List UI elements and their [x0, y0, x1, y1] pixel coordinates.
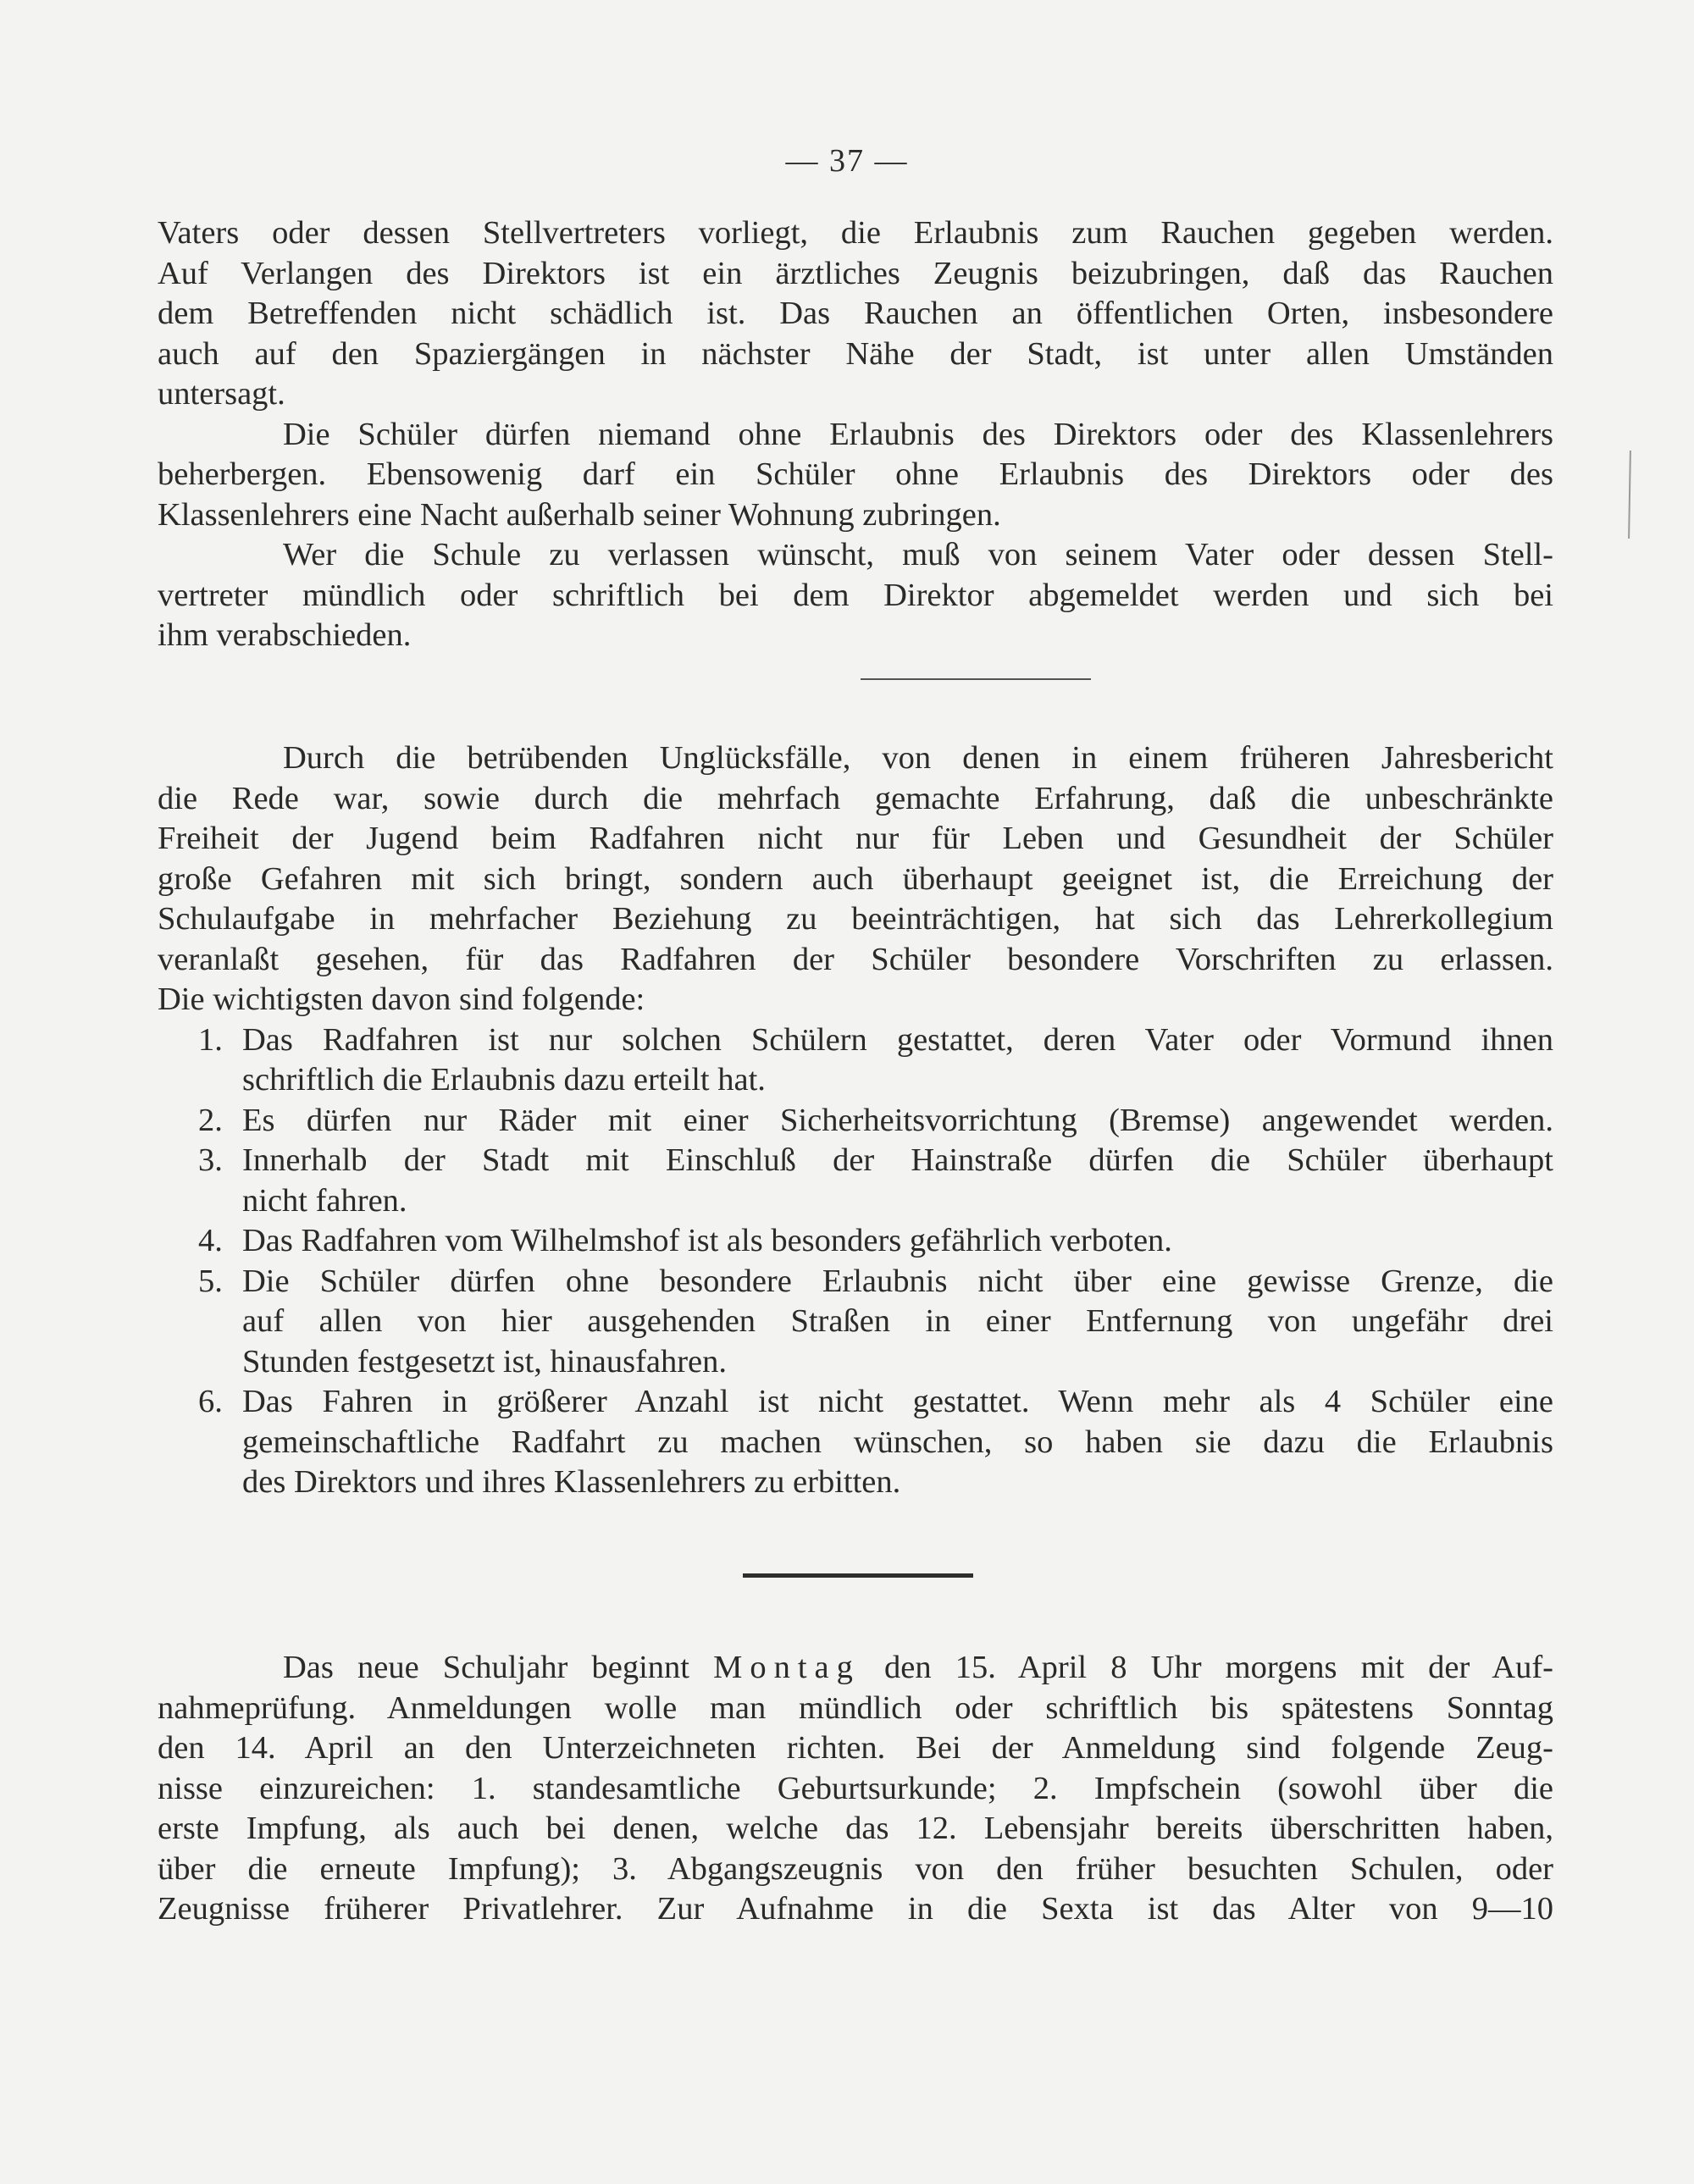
text-line: Zeugnisse früherer Privatlehrer. Zur Aufnahme in die Sexta ist das Alter von 9—10	[158, 1891, 1553, 1927]
rule-number: 3.	[198, 1142, 223, 1178]
text-line: Stunden festgesetzt ist, hinausfahren.	[242, 1343, 728, 1380]
margin-mark	[1628, 451, 1631, 539]
text-line: gemeinschaftliche Radfahrt zu machen wünschen, so haben sie dazu die Erlaubnis	[242, 1424, 1553, 1460]
text-line: Die wichtigsten davon sind folgende:	[158, 981, 645, 1017]
text-line: Die Schüler dürfen ohne besondere Erlaubnis nicht über eine gewisse Grenze, die	[242, 1263, 1553, 1299]
text-line: erste Impfung, als auch bei denen, welche das 12. Lebensjahr bereits überschritten haben,	[158, 1811, 1553, 1846]
text-line: des Direktors und ihres Klassenlehrers zu erbitten.	[242, 1464, 901, 1500]
paragraph-leaving-school	[158, 535, 1553, 656]
text-line: Die Schüler dürfen niemand ohne Erlaubnis des Direktors oder des Klassenlehrers	[283, 416, 1553, 452]
text-line: auch auf den Spaziergängen in nächster Nähe der Stadt, ist unter allen Umständen	[158, 335, 1553, 372]
text-line: Auf Verlangen des Direktors ist ein ärztliches Zeugnis beizubringen, daß das Rauchen	[158, 255, 1553, 291]
text-line: den 14. April an den Unterzeichneten richten. Bei der Anmeldung sind folgende Zeug-	[158, 1730, 1553, 1766]
rule-number: 1.	[198, 1021, 223, 1058]
text-line: schriftlich die Erlaubnis dazu erteilt hat.	[242, 1062, 766, 1098]
section-school-year	[158, 1648, 1553, 1930]
text-line: Freiheit der Jugend beim Radfahren nicht nur für Leben und Gesundheit der Schüler	[158, 821, 1553, 856]
text-line: ihm verabschieden.	[158, 617, 412, 653]
rule-item-2	[158, 1101, 1553, 1142]
text-line: beherbergen. Ebensowenig darf ein Schüler ohne Erlaubnis des Direktors oder des	[158, 456, 1553, 492]
text-line: dem Betreffenden nicht schädlich ist. Das Rauchen an öffentlichen Orten, insbesondere	[158, 296, 1553, 331]
section-rules-conduct	[158, 213, 1553, 656]
text-line: auf allen von hier ausgehenden Straßen in einer Entfernung von ungefähr drei	[242, 1303, 1553, 1339]
text-line: Durch die betrübenden Unglücksfälle, von denen in einem früheren Jahresbericht	[283, 740, 1553, 776]
text-line: vertreter mündlich oder schriftlich bei dem Direktor abgemeldet werden und sich bei	[158, 577, 1553, 613]
text-line: über die erneute Impfung); 3. Abgangszeugnis von den früher besuchten Schulen, oder	[158, 1850, 1553, 1887]
paragraph-lodging	[158, 415, 1553, 536]
text-line: veranlaßt gesehen, für das Radfahren der Schüler besondere Vorschriften zu erlassen.	[158, 941, 1553, 977]
text-line: nisse einzureichen: 1. standesamtliche Geburtsurkunde; 2. Impfschein (sowohl über die	[158, 1770, 1553, 1806]
text-line: Wer die Schule zu verlassen wünscht, muß von seinem Vater oder dessen Stell-	[283, 537, 1553, 572]
rule-number: 6.	[198, 1384, 223, 1419]
section-divider-thick	[743, 1573, 973, 1578]
rule-item-6	[158, 1382, 1553, 1503]
text-line: untersagt.	[158, 376, 285, 412]
text-line: die Rede war, sowie durch die mehrfach gemachte Erfahrung, daß die unbeschränkte	[158, 780, 1553, 816]
text-line: Das Radfahren ist nur solchen Schülern gestattet, deren Vater oder Vormund ihnen	[242, 1021, 1553, 1058]
rule-item-5	[158, 1262, 1553, 1383]
emphasized-weekday: Montag	[713, 1650, 861, 1685]
text-line: große Gefahren mit sich bringt, sondern auch überhaupt geeignet ist, die Erreichung der	[158, 860, 1553, 897]
text-line: nicht fahren.	[242, 1182, 407, 1219]
rule-number: 4.	[198, 1223, 223, 1258]
rule-item-1	[158, 1020, 1553, 1101]
page-number: — 37 —	[785, 143, 909, 179]
rule-number: 5.	[198, 1263, 223, 1299]
text-line: nahmeprüfung. Anmeldungen wolle man mündlich oder schriftlich bis spätestens Sonntag	[158, 1689, 1553, 1726]
text-line: Innerhalb der Stadt mit Einschluß der Hainstraße dürfen die Schüler überhaupt	[242, 1142, 1553, 1178]
paragraph-smoking	[158, 213, 1553, 415]
paragraph-cycling-intro	[158, 738, 1553, 1020]
text-line: Das Fahren in größerer Anzahl ist nicht gestattet. Wenn mehr als 4 Schüler eine	[242, 1384, 1553, 1419]
rule-number: 2.	[198, 1102, 223, 1138]
text-line: Schulaufgabe in mehrfacher Beziehung zu beeinträchtigen, hat sich das Lehrerkollegium	[158, 901, 1553, 937]
text-line: Vaters oder dessen Stellvertreters vorliegt, die Erlaubnis zum Rauchen gegeben werden.	[158, 215, 1553, 251]
rule-item-4	[158, 1221, 1553, 1262]
text-line: Das neue Schuljahr beginnt Montag den 15. April 8 Uhr morgens mit der Auf-	[283, 1650, 1553, 1685]
section-cycling-rules	[158, 738, 1553, 1503]
text-line: Das Radfahren vom Wilhelmshof ist als besonders gefährlich verboten.	[242, 1223, 1172, 1258]
text-line: Klassenlehrers eine Nacht außerhalb seiner Wohnung zubringen.	[158, 496, 1001, 533]
paragraph-admission	[158, 1648, 1553, 1930]
section-divider	[861, 678, 1091, 680]
text-line: Es dürfen nur Räder mit einer Sicherheitsvorrichtung (Bremse) angewendet werden.	[242, 1102, 1553, 1138]
rule-item-3	[158, 1141, 1553, 1221]
